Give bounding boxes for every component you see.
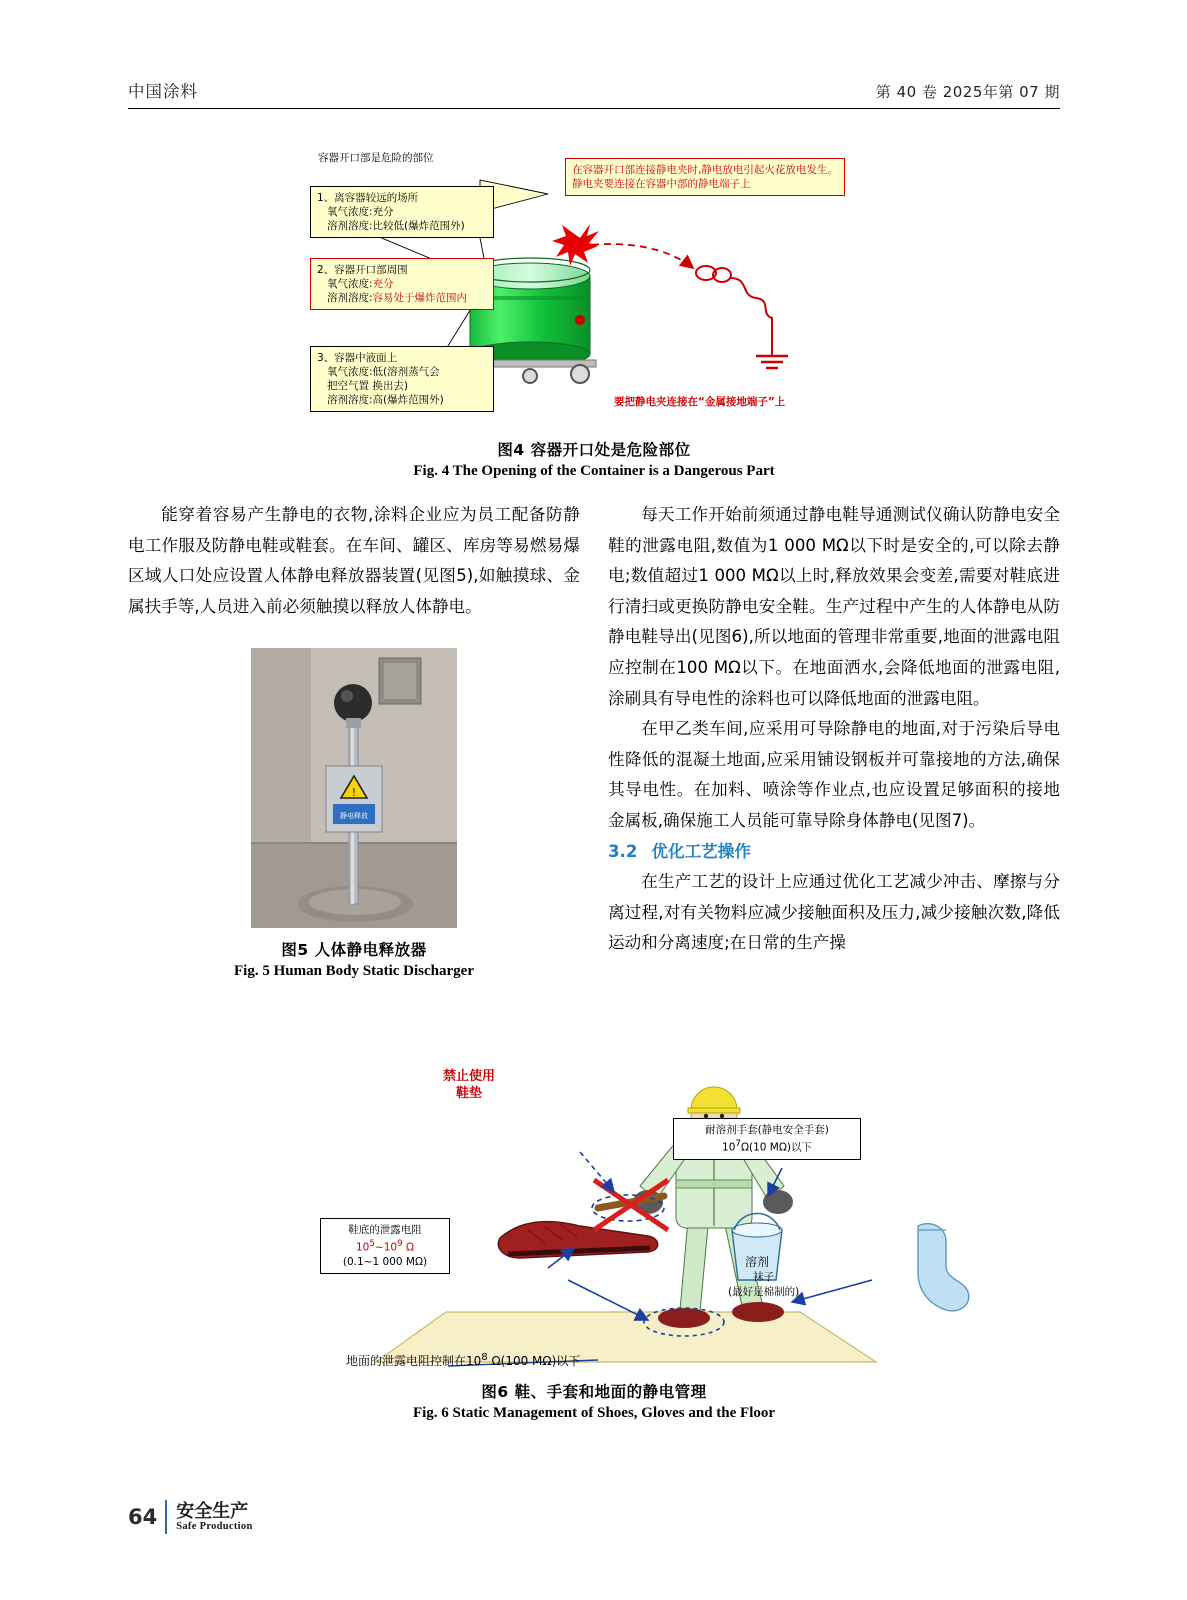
figure-5-photo-content [251,648,457,928]
journal-title: 中国涂料 [128,82,198,101]
footer-section-cn: 安全生产 [176,1501,249,1522]
issue-info: 第 40 卷 2025年第 07 期 [875,83,1060,101]
fig6-glove-val-rest: Ω(10 MΩ)以下 [740,1141,812,1154]
right-paragraph-1: 每天工作开始前须通过静电鞋导通测试仪确认防静电安全鞋的泄露电阻,数值为1 000 MΩ以下时是安全的,可以除去静电;数值超过1 000 MΩ以上时,释放效果会变差,需要对鞋底进行清扫或更换防静电安全鞋。生产过程中产生的人体静电从防静电鞋导出(见图6),所以地面的管理非常重要,地面的泄露电阻应控制在100 MΩ以下。在地面洒水,会降低地面的泄露电阻,涂刷具有导电性的涂料也可以降低地面的泄露电阻。 [608,505,1060,708]
figure-6-caption-en: Fig. 6 Static Management of Shoes, Gloves and the Floor [412,1405,776,1421]
right-paragraph-3: 在生产工艺的设计上应通过优化工艺减少冲击、摩擦与分离过程,对有关物料应减少接触面积及压力,减少接触次数,降低运动和分离速度;在日常的生产操 [608,872,1060,953]
fig6-sole-mid: ~10 [374,1241,398,1254]
figure-4 [128,128,1060,488]
fig6-sock-line2: (最好是棉制的) [728,1286,800,1298]
fig6-glove-val-base: 10 [722,1141,736,1154]
fig6-no-mat-label [414,1068,524,1102]
fig6-sole-base1: 10 [355,1241,370,1254]
fig4-callout-3-line3: 把空气置 换出去) [327,380,408,392]
svg-text:静电释放: 静电释放 [340,812,368,820]
fig4-callout-2-line2-label: 氧气浓度: [327,278,373,290]
fig4-callout-3-line4: 溶剂溶度:高(爆炸范围外) [327,394,444,406]
fig4-callout-2-line3-label: 溶剂溶度: [327,292,373,304]
page-footer [128,1500,253,1534]
fig6-sole-unit: Ω [402,1241,415,1254]
left-paragraph-1: 能穿着容易产生静电的衣物,涂料企业应为员工配备防静电工作服及防静电鞋或鞋套。在车间、罐区、库房等易燃易爆区域人口处应设置人体静电释放器装置(见图5),如触摸球、金属扶手等,人员进入前必须触摸以释放人体静电。 [128,505,580,616]
right-paragraph-2: 在甲乙类车间,应采用可导除静电的地面,对于污染后导电性降低的混凝土地面,应采用铺设钢板并可靠接地的方法,确保其导电性。在加料、喷涂等作业点,也应设置足够面积的接地金属板,确保施工人员能可靠导除身体静电(见图7)。 [608,719,1060,830]
figure-5-caption [128,938,580,980]
fig4-callout-1 [310,186,494,238]
section-number: 3.2 [608,841,638,861]
section-heading-3-2 [608,837,1060,868]
figure-6-caption [128,1380,1060,1422]
fig6-sole-exp2: 9 [397,1239,403,1249]
fig4-warning-text: 在容器开口部连接静电夹时,静电放电引起火花放电发生。静电夹要连接在容器中部的静电端子上 [572,164,838,190]
footer-accent-bar [165,1500,167,1534]
figure-6-caption-cn: 图6 鞋、手套和地面的静电管理 [481,1383,707,1401]
fig4-callout-1-line2: 氧气浓度:充分 [327,206,394,218]
figure-4-caption-en: Fig. 4 The Opening of the Container is a Dangerous Part [413,463,775,479]
page-number: 64 [128,1505,158,1529]
fig4-callout-1-line1: 1、离容器较远的场所 [317,192,419,204]
figure-4-caption [128,438,1060,480]
fig4-callout-3-line1: 3、容器中液面上 [317,352,398,364]
fig6-glove-box [673,1118,861,1160]
figure-5 [128,648,580,980]
fig6-glove-val-exp: 7 [735,1139,741,1149]
figure-4-caption-cn: 图4 容器开口处是危险部位 [497,441,691,459]
figure-5-photo [251,648,457,928]
fig4-callout-2-line1: 2、容器开口部周围 [317,264,408,276]
fig6-sock-line1: 袜子 [753,1271,775,1283]
fig6-sole-exp1: 5 [369,1239,375,1249]
svg-text:溶剂: 溶剂 [744,1255,770,1269]
footer-section-en: Safe Production [176,1521,253,1532]
fig4-callout-2-line2-value: 充分 [372,278,394,290]
fig4-callout-3-line2: 氧气浓度:低(溶剂蒸气会 [327,366,440,378]
fig6-sole-box [320,1218,450,1274]
fig4-callout-2-line3-value: 容易处于爆炸范围内 [372,292,468,304]
fig4-warning-box [565,158,845,196]
fig4-callout-3 [310,346,494,412]
fig6-floor-note-exp: 8 [481,1352,488,1363]
body-column-right [608,500,1060,959]
header-divider [128,108,1060,109]
figure-5-caption-en: Fig. 5 Human Body Static Discharger [234,963,474,979]
fig6-floor-note [346,1352,580,1369]
fig6-sole-line3: (0.1~1 000 MΩ) [342,1255,428,1268]
body-column-left [128,500,580,622]
fig4-top-label: 容器开口部是危险的部位 [318,152,434,164]
fig6-sock-label [728,1270,799,1300]
fig6-sole-line1: 鞋底的泄露电阻 [348,1224,422,1236]
fig4-callout-2 [310,258,494,310]
page-header [128,78,1060,102]
fig4-ground-note: 要把静电夹连接在“金属接地端子”上 [614,396,786,408]
svg-text:!: ! [351,786,357,799]
fig4-callout-1-line3: 溶剂溶度:比较低(爆炸范围外) [327,220,465,232]
fig6-no-mat-line1: 禁止使用 [442,1069,495,1084]
section-title: 优化工艺操作 [651,841,751,861]
fig6-floor-note-a: 地面的泄露电阻控制在10 [346,1354,482,1368]
figure-5-caption-cn: 图5 人体静电释放器 [281,941,427,959]
fig6-floor-note-b: Ω(100 MΩ)以下 [487,1354,581,1368]
fig6-glove-line1: 耐溶剂手套(静电安全手套) [705,1124,829,1136]
fig6-no-mat-line2: 鞋垫 [455,1086,482,1101]
